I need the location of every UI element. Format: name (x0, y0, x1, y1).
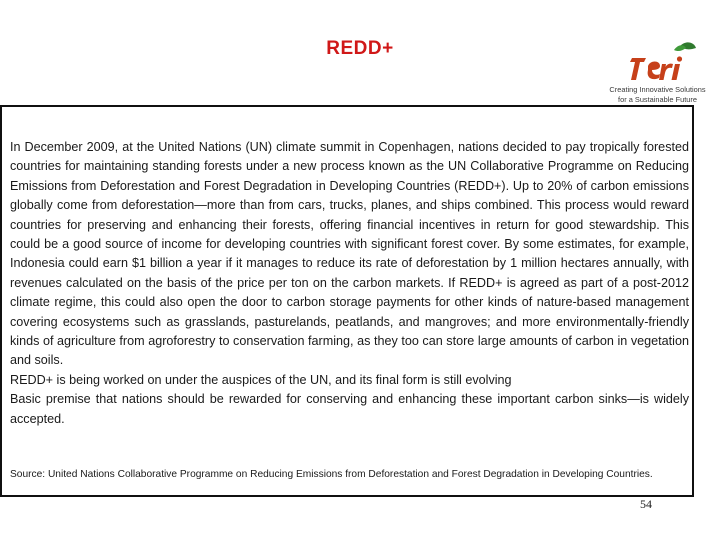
logo-tagline-line2: for a Sustainable Future (618, 95, 697, 104)
page-number: 54 (640, 497, 652, 511)
body-paragraph-status: REDD+ is being worked on under the auspices of the UN, and its final form is still evolving (10, 372, 512, 387)
body-paragraph-main: In December 2009, at the United Nations (UN) climate summit in Copenhagen, nations decided to pay tropically forested countries for maintaining standing forests under a new process known as the UN Collaborative Programme on Reducing Emissions from Deforestation and Forest Degradation in Developing Countries (REDD+). Up to 20% of carbon emissions globally come from deforestation—more than from cars, trucks, planes, and ships combined. This process would reward countries for preserving and enhancing their forests, offering financial incentives in return for good stewardship. This could be a good source of income for developing countries with significant forest cover. By some estimates, for example, Indonesia could earn $1 billion a year if it manages to reduce its rate of deforestation by 1 million hectares annually, with revenues calculated on the basis of the price per ton on the carbon markets. If REDD+ is agreed as part of a post-2012 climate regime, this could also open the door to carbon storage payments for other kinds of nature-based management covering ecosystems such as grasslands, pasturelands, peatlands, and mangroves; and more environmentally-friendly kinds of agriculture from agroforestry to conservation farming, as they too can store large amounts of carbon in vegetation and soils. (10, 140, 689, 368)
logo-tagline (600, 85, 715, 105)
source-citation: Source: United Nations Collaborative Programme on Reducing Emissions from Deforestation and Forest Degradation in Developing Countries. (10, 469, 653, 480)
teri-logo (600, 40, 715, 106)
content-box (0, 105, 694, 497)
body-paragraph-premise: Basic premise that nations should be rewarded for conserving and enhancing these important carbon sinks—is widely accepted. (10, 392, 689, 426)
slide-title: REDD+ (326, 38, 394, 59)
logo-tagline-line1: Creating Innovative Solutions (609, 85, 706, 94)
teri-logo-mark-icon (628, 40, 698, 84)
slide-header (0, 0, 720, 105)
body-text (10, 138, 689, 429)
